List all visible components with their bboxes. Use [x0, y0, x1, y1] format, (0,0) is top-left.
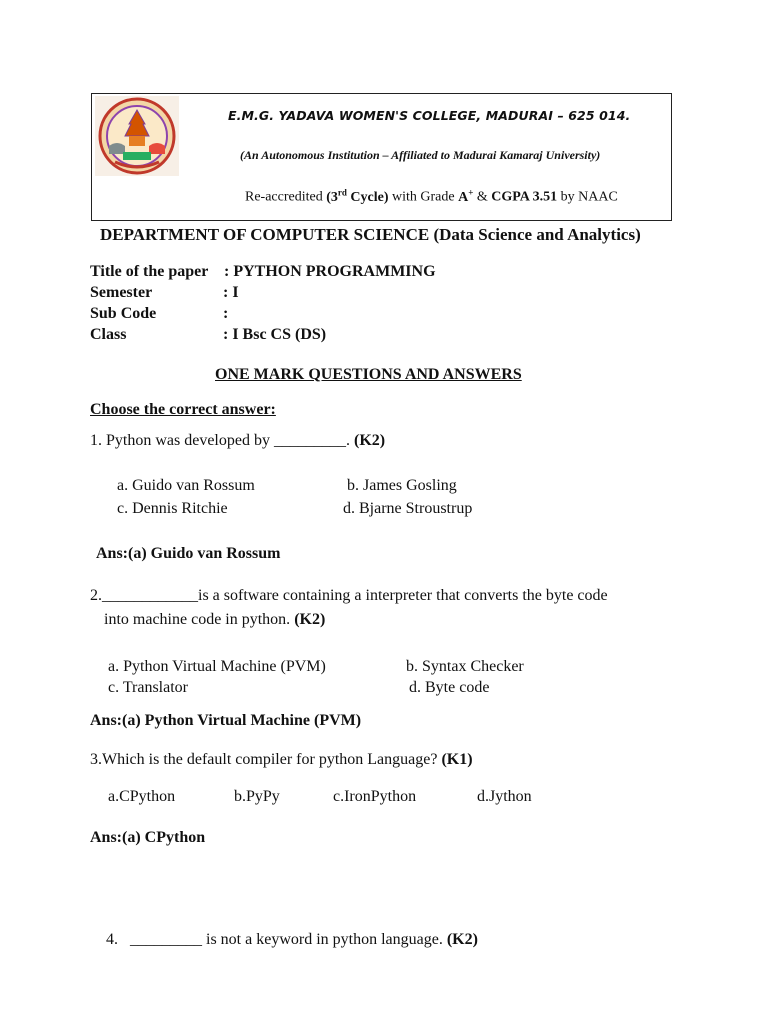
q1-option-b: b. James Gosling: [347, 477, 457, 494]
q1-answer: Ans:(a) Guido van Rossum: [96, 545, 281, 562]
college-logo-icon: [95, 96, 179, 176]
reaccred-cycle: (3rd Cycle): [326, 187, 389, 205]
meta-label-semester: Semester: [90, 284, 153, 301]
q1-option-c: c. Dennis Ritchie: [117, 500, 228, 517]
meta-label-subcode: Sub Code: [90, 305, 157, 322]
section-title: ONE MARK QUESTIONS AND ANSWERS: [215, 366, 522, 383]
reaccred-cgpa: CGPA 3.51: [491, 189, 558, 205]
q2-option-b: b. Syntax Checker: [406, 658, 524, 675]
question-2-line1: 2.____________is a software containing a interpreter that converts the byte code: [90, 587, 608, 604]
meta-value-subcode: :: [223, 305, 229, 322]
question-2-line2: into machine code in python. (K2): [104, 611, 326, 628]
college-name: E.M.G. YADAVA WOMEN'S COLLEGE, MADURAI – 625 014.: [228, 108, 631, 123]
q2-answer: Ans:(a) Python Virtual Machine (PVM): [90, 712, 362, 729]
reaccred-mid: with Grade: [388, 189, 459, 205]
q3-option-d: d.Jython: [477, 788, 532, 805]
instruction: Choose the correct answer:: [90, 401, 276, 418]
q1-option-a: a. Guido van Rossum: [117, 477, 255, 494]
reaccred-pre: Re-accredited: [245, 189, 327, 205]
reaccred-grade: A+: [458, 187, 474, 205]
q2-option-d: d. Byte code: [409, 679, 490, 696]
q3-option-b: b.PyPy: [234, 788, 280, 805]
question-1-level: (K2): [353, 432, 386, 449]
q2-option-c: c. Translator: [108, 679, 188, 696]
meta-value-class: : I Bsc CS (DS): [223, 326, 327, 343]
reaccreditation-line: Re-accredited (3rd Cycle) with Grade A+ & CGPA 3.51 by NAAC: [245, 187, 618, 205]
question-4-level: (K2): [446, 931, 478, 948]
meta-value-semester: : I: [223, 284, 239, 301]
q3-option-a: a.CPython: [108, 788, 176, 805]
question-1: 1. Python was developed by _________. (K2): [90, 432, 386, 449]
question-2-level: (K2): [294, 611, 326, 628]
q1-option-d: d. Bjarne Stroustrup: [343, 500, 473, 517]
reaccred-end: by NAAC: [557, 189, 618, 205]
q3-answer: Ans:(a) CPython: [90, 829, 206, 846]
q2-option-a: a. Python Virtual Machine (PVM): [108, 658, 326, 675]
question-3: 3.Which is the default compiler for python Language? (K1): [90, 751, 473, 768]
autonomy-note: (An Autonomous Institution – Affiliated to Madurai Kamaraj University): [240, 148, 601, 162]
question-3-level: (K1): [441, 751, 473, 768]
q3-option-c: c.IronPython: [333, 788, 417, 805]
department-title: DEPARTMENT OF COMPUTER SCIENCE (Data Science and Analytics): [100, 225, 641, 244]
meta-value-title: : PYTHON PROGRAMMING: [224, 263, 436, 280]
meta-label-class: Class: [90, 326, 127, 343]
meta-label-title: Title of the paper: [90, 263, 209, 280]
question-4: 4. _________ is not a keyword in python language. (K2): [106, 931, 478, 948]
